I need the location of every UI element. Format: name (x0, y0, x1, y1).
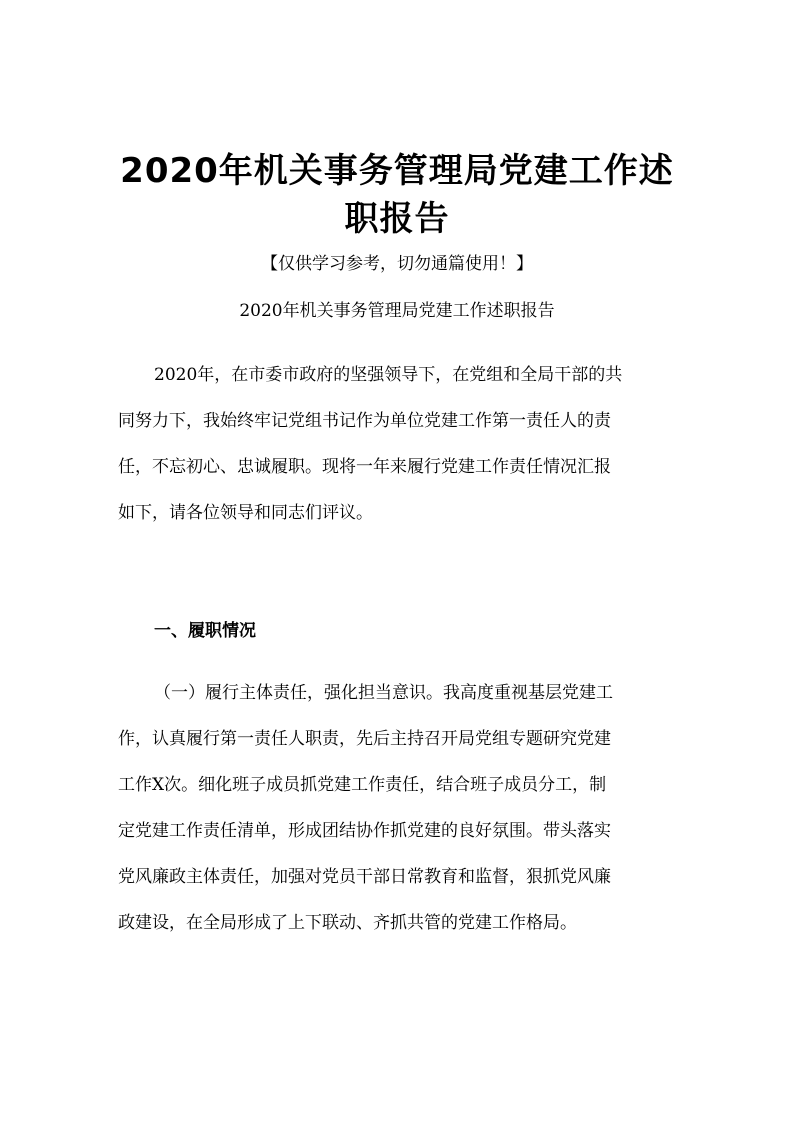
section-line: 党风廉政主体责任，加强对党员干部日常教育和监督，狠抓党风廉 (118, 867, 611, 887)
intro-line: 如下，请各位领导和同志们评议。 (118, 503, 373, 523)
section-line: 作，认真履行第一责任人职责，先后主持召开局党组专题研究党建 (118, 729, 611, 749)
intro-line: 同努力下，我始终牢记党组书记作为单位党建工作第一责任人的责 (118, 411, 611, 431)
intro-paragraph (118, 352, 698, 536)
intro-line: 任，不忘初心、忠诚履职。现将一年来履行党建工作责任情况汇报 (118, 457, 611, 477)
section-line: 政建设，在全局形成了上下联动、齐抓共管的党建工作格局。 (118, 913, 577, 933)
document-subtitle: 2020年机关事务管理局党建工作述职报告 (239, 301, 555, 321)
section-line: （一）履行主体责任，强化担当意识。我高度重视基层党建工 (154, 683, 613, 703)
usage-notice: 【仅供学习参考，切勿通篇使用！】 (261, 254, 533, 274)
section-heading: 一、履职情况 (154, 621, 256, 641)
section-paragraph (118, 670, 698, 946)
document-title-line-2: 职报告 (344, 199, 450, 239)
intro-line: 2020年，在市委市政府的坚强领导下，在党组和全局干部的共 (154, 365, 623, 385)
section-line: 工作X次。细化班子成员抓党建工作责任，结合班子成员分工，制 (118, 775, 607, 795)
document-title-line-1: 2020年机关事务管理局党建工作述 (120, 151, 674, 191)
section-line: 定党建工作责任清单，形成团结协作抓党建的良好氛围。带头落实 (118, 821, 611, 841)
